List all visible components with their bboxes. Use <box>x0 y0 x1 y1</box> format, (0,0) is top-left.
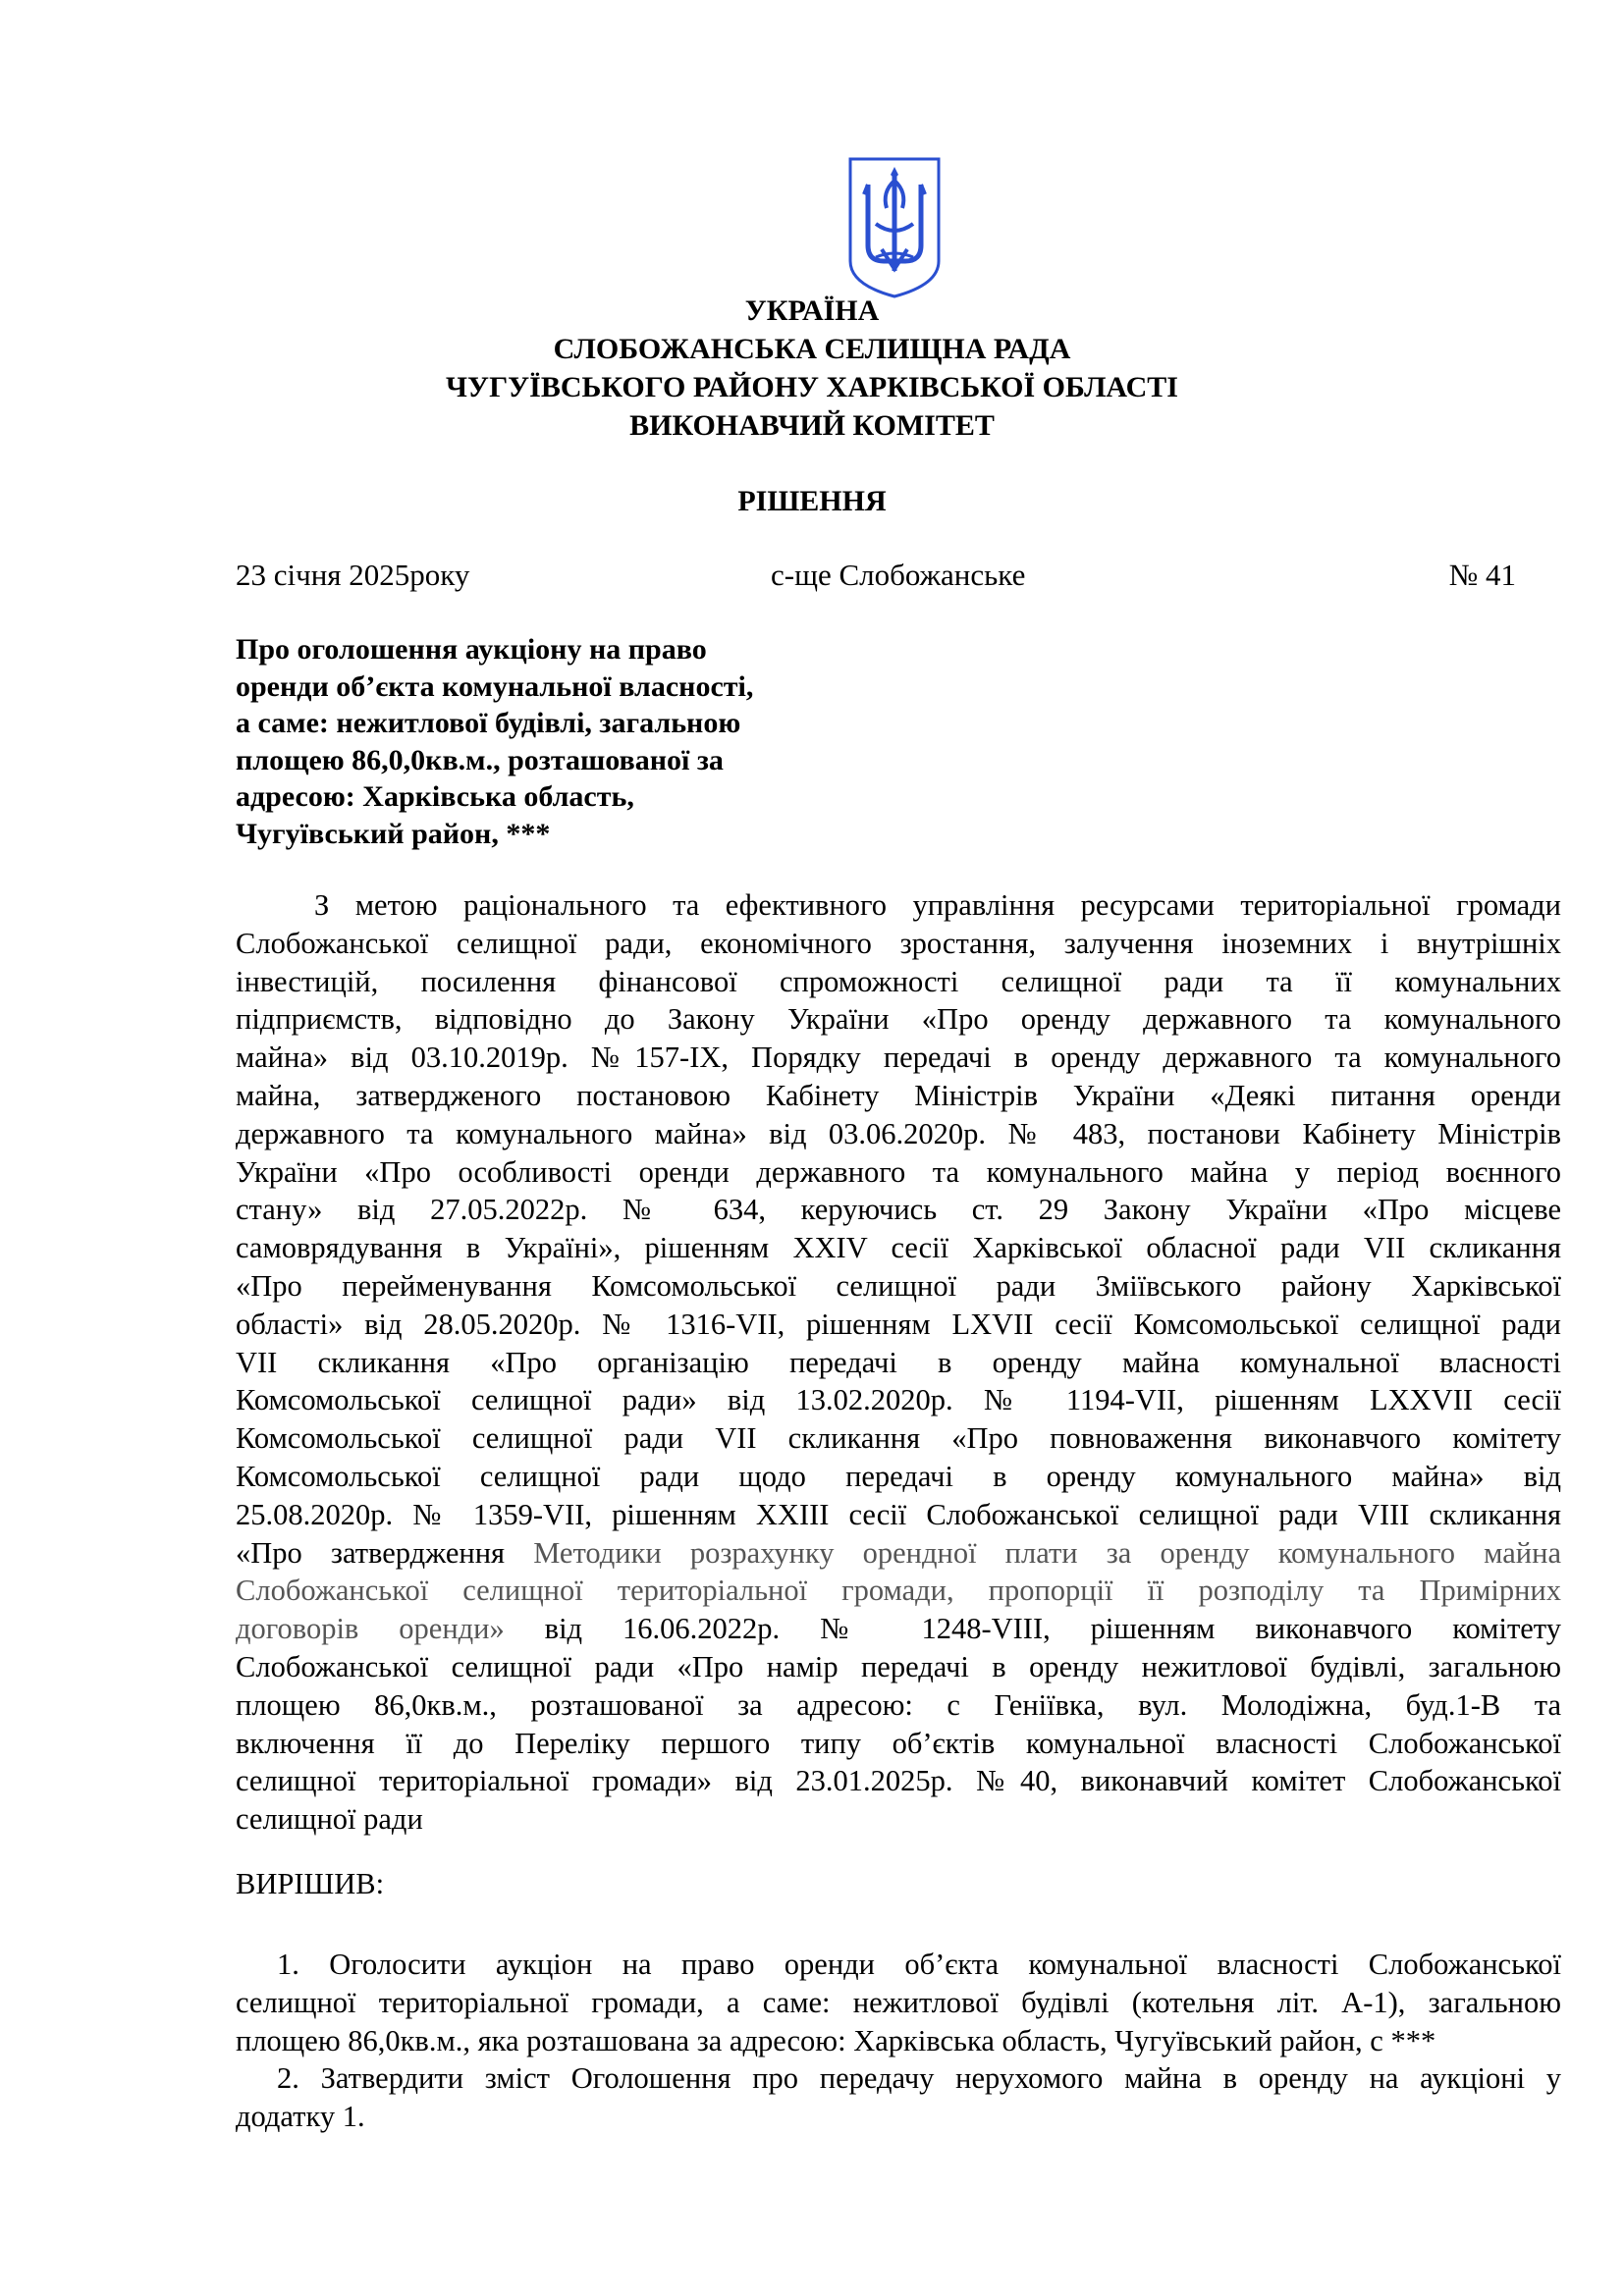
methodology-title-text: договорів оренди» <box>236 1612 505 1646</box>
decision-title: РІШЕННЯ <box>737 485 887 517</box>
coat-of-arms-icon <box>846 155 943 298</box>
district-name: ЧУГУЇВСЬКОГО РАЙОНУ ХАРКІВСЬКОЇ ОБЛАСТІ <box>446 371 1178 403</box>
decision-date: 23 січня 2025року <box>236 558 470 592</box>
council-name: СЛОБОЖАНСЬКА СЕЛИЩНА РАДА <box>553 333 1071 365</box>
preamble-text: від 16.06.2022р. № 1248-VIII, рішенням виконавчого комітету <box>504 1612 1561 1646</box>
preamble-line: інвестицій, посилення фінансової спроможності селищної ради та її комунальних <box>236 964 1561 998</box>
preamble-line: Комсомольської селищної ради» від 13.02.2020р. № 1194-VII, рішенням LXXVII сесії <box>236 1383 1561 1417</box>
item-1-line: 1. Оголосити аукціон на право оренди об’єкта комунальної власності Слобожанської <box>277 1948 1561 1981</box>
resolved-heading: ВИРІШИВ: <box>236 1867 385 1900</box>
preamble-line <box>236 1534 1561 1573</box>
decision-subject <box>236 631 844 852</box>
subject-line: Про оголошення аукціону на право <box>236 633 707 666</box>
item-1-line: селищної територіальної громади, а саме: нежитлової будівлі (котельня літ. А-1), загальною <box>236 1985 1561 2019</box>
preamble-paragraph <box>236 886 1561 1839</box>
decision-number: № 41 <box>1448 558 1516 592</box>
preamble-line: підприємств, відповідно до Закону України «Про оренду державного та комунального <box>236 1002 1561 1037</box>
preamble-line: Комсомольської селищної ради щодо передачі в оренду комунального майна» від <box>236 1459 1561 1493</box>
preamble-line: майна» від 03.10.2019р. №157-IX, Порядку передачі в оренду державного та комунального <box>236 1041 1561 1075</box>
preamble-line: Слобожанської селищної ради «Про намір передачі в оренду нежитлової будівлі, загальною <box>236 1649 1561 1683</box>
preamble-line: З метою раціонального та ефективного управління ресурсами територіальної громади <box>314 888 1561 922</box>
preamble-line: України «Про особливості оренди державного та комунального майна у період воєнного <box>236 1154 1561 1189</box>
preamble-line: державного та комунального майна» від 03.06.2020р. № 483, постанови Кабінету Міністрів <box>236 1116 1561 1150</box>
preamble-text: «Про затвердження <box>236 1535 534 1570</box>
decision-place: с-ще Слобожанське <box>771 558 1026 592</box>
committee-name: ВИКОНАВЧИЙ КОМІТЕТ <box>629 409 995 442</box>
preamble-line: селищної територіальної громади» від 23.01.2025р. №40, виконавчий комітет Слобожанської <box>236 1764 1561 1798</box>
preamble-line: стану» від 27.05.2022р. № 634, керуючись ст. 29 Закону України «Про місцеве <box>236 1193 1561 1227</box>
subject-line: Чугуївський район, *** <box>236 817 551 850</box>
preamble-line: майна, затвердженого постановою Кабінету Міністрів України «Деякі питання оренди <box>236 1078 1561 1112</box>
item-1-line: площею 86,0кв.м., яка розташована за адресою: Харківська область, Чугуївський район, с *** <box>236 2023 1436 2057</box>
preamble-line: селищної ради <box>236 1802 423 1837</box>
preamble-line: Слобожанської селищної ради, економічного зростання, залучення іноземних і внутрішніх <box>236 926 1561 960</box>
methodology-title-text: Слобожанської селищної територіальної громади, пропорції її розподілу та Примірних <box>236 1574 1561 1608</box>
preamble-line <box>236 1610 1561 1648</box>
subject-line: площею 86,0,0кв.м., розташованої за <box>236 743 724 776</box>
decision-meta <box>236 558 1516 597</box>
preamble-line: Комсомольської селищної ради VII скликання «Про повноваження виконавчого комітету <box>236 1421 1561 1456</box>
item-2-line: додатку 1. <box>236 2100 365 2134</box>
subject-line: адресою: Харківська область, <box>236 780 634 813</box>
preamble-line: 25.08.2020р. № 1359-VII, рішенням XXIII сесії Слобожанської селищної ради VIII скликання <box>236 1497 1561 1531</box>
preamble-line: площею 86,0кв.м., розташованої за адресою: с Геніївка, вул. Молодіжна, буд.1-В та <box>236 1687 1561 1722</box>
decision-items <box>236 1946 1561 2136</box>
item-2-line: 2. Затвердити зміст Оголошення про передачу нерухомого майна в оренду на аукціоні у <box>277 2061 1561 2096</box>
subject-line: а саме: нежитлової будівлі, загальною <box>236 707 741 739</box>
document-header <box>0 292 1624 445</box>
subject-line: оренди об’єкта комунальної власності, <box>236 669 754 703</box>
preamble-line: самоврядування в Україні», рішенням XXIV сесії Харківської обласної ради VII скликання <box>236 1231 1561 1265</box>
preamble-line: включення її до Переліку першого типу об’єктів комунальної власності Слобожанської <box>236 1726 1561 1760</box>
preamble-line: «Про перейменування Комсомольської селищної ради Зміївського району Харківської <box>236 1268 1561 1303</box>
methodology-title-text: Методики розрахунку орендної плати за оренду комунального майна <box>533 1535 1561 1570</box>
preamble-line: області» від 28.05.2020р. № 1316-VII, рішенням LXVII сесії Комсомольської селищної ради <box>236 1307 1561 1341</box>
preamble-line: VII скликання «Про організацію передачі в оренду майна комунальної власності <box>236 1345 1561 1379</box>
country-name: УКРАЇНА <box>744 294 880 327</box>
